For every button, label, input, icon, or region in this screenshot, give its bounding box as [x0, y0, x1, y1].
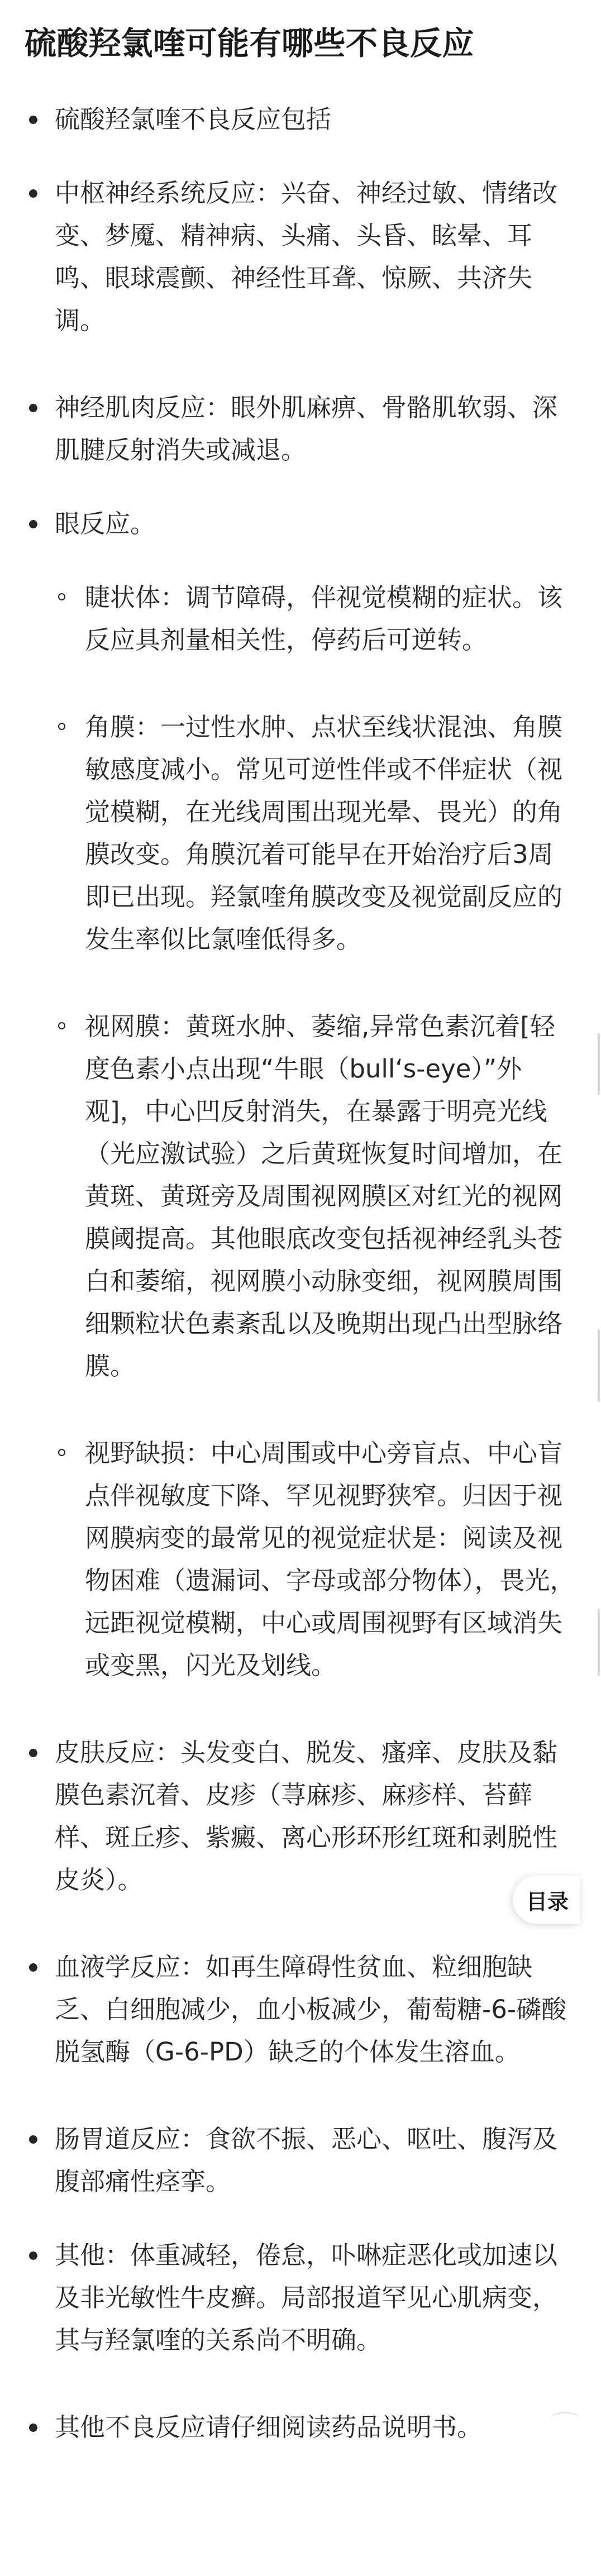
list-item-intro: 硫酸羟氯喹不良反应包括: [25, 98, 576, 141]
list-item-gastro: 肠胃道反应：食欲不振、恶心、呕吐、腹泻及腹部痛性痉挛。: [25, 2118, 576, 2203]
list-item-eye: [25, 503, 576, 1687]
sublist-item-ciliary: 睫状体：调节障碍，伴视觉模糊的症状。该反应具剂量相关性，停药后可逆转。: [55, 576, 576, 661]
list-item-eye-label: 眼反应。: [55, 509, 156, 538]
list-item-blood: 血液学反应：如再生障碍性贫血、粒细胞缺乏、白细胞减少，血小板减少，葡萄糖-6-磷酸脱氢酶（G-6-PD）缺乏的个体发生溶血。: [25, 1946, 576, 2073]
scrollbar-track-middle[interactable]: [598, 1329, 600, 1402]
list-item-skin: 皮肤反应：头发变白、脱发、瘙痒、皮肤及黏膜色素沉着、皮疹（荨麻疹、麻疹样、苔藓样、斑丘疹、紫癜、离心形环形红斑和剥脱性皮炎）。: [25, 1731, 576, 1901]
adverse-reaction-list: [25, 98, 576, 2449]
sublist-item-visual-field: 视野缺损：中心周围或中心旁盲点、中心盲点伴视敏度下降、罕见视野狭窄。归因于视网膜病变的最常见的视觉症状是：阅读及视物困难（遗漏词、字母或部分物体），畏光，远距视觉模糊，中心或周围视野有区域消失或变黑，闪光及划线。: [55, 1432, 576, 1687]
scrollbar-track-upper[interactable]: [598, 1033, 600, 1095]
list-item-cns: 中枢神经系统反应：兴奋、神经过敏、情绪改变、梦魇、精神病、头痛、头昏、眩晕、耳鸣、眼球震颤、神经性耳聋、惊厥、共济失调。: [25, 172, 576, 342]
scroll-top-hint-icon: [550, 2412, 581, 2429]
page-title: 硫酸羟氯喹可能有哪些不良反应: [25, 25, 474, 62]
list-item-other: 其他：体重减轻，倦怠，卟啉症恶化或加速以及非光敏性牛皮癣。局部报道罕见心肌病变，其与羟氯喹的关系尚不明确。: [25, 2234, 576, 2362]
eye-sublist: [55, 576, 576, 1687]
list-item-see-leaflet: 其他不良反应请仔细阅读药品说明书。: [25, 2406, 576, 2449]
toc-button[interactable]: 目录: [513, 1876, 580, 1924]
list-item-neuromuscular: 神经肌肉反应：眼外肌麻痹、骨骼肌软弱、深肌腱反射消失或减退。: [25, 387, 576, 471]
sublist-item-retina: 视网膜：黄斑水肿、萎缩,异常色素沉着[轻度色素小点出现“牛眼（bull‘s-eye）”外观]，中心凹反射消失，在暴露于明亮光线（光应激试验）之后黄斑恢复时间增加，在黄斑、黄斑旁及周围视网膜区对红光的视网膜阈提高。其他眼底改变包括视神经乳头苍白和萎缩，视网膜小动脉变细，视网膜周围细颗粒状色素紊乱以及晚期出现凸出型脉络膜。: [55, 1005, 576, 1387]
sublist-item-cornea: 角膜：一过性水肿、点状至线状混浊、角膜敏感度减小。常见可逆性伴或不伴症状（视觉模糊，在光线周围出现光晕、畏光）的角膜改变。角膜沉着可能早在开始治疗后3周即已出现。羟氯喹角膜改变及视觉副反应的发生率似比氯喹低得多。: [55, 706, 576, 961]
scrollbar-track-lower[interactable]: [598, 1609, 600, 1676]
